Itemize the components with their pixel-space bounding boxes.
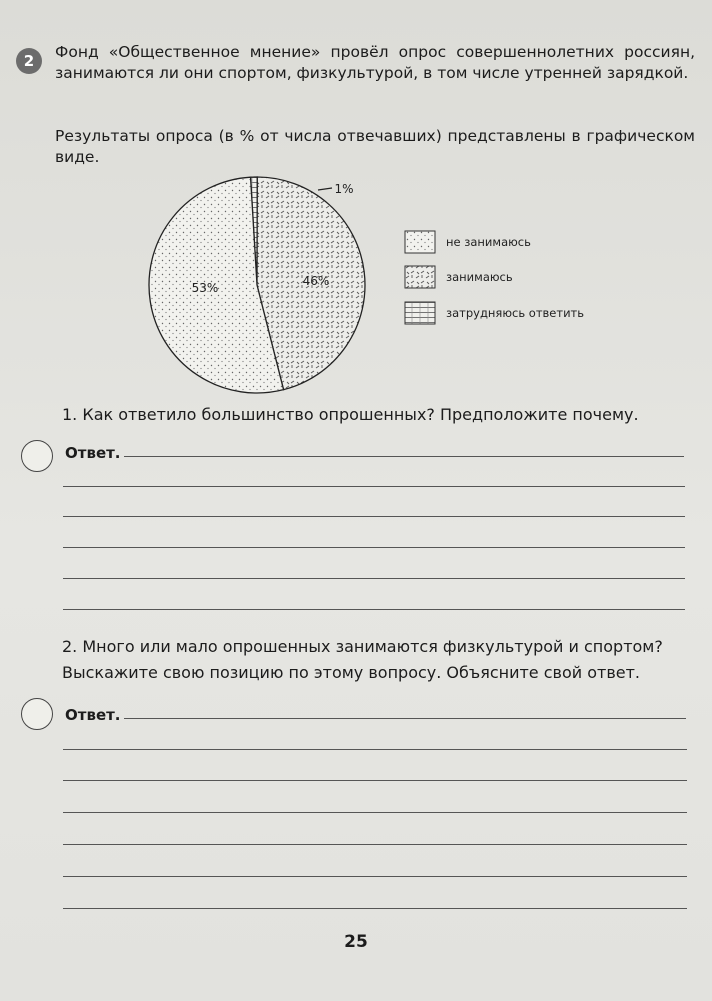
task-results-text: Результаты опроса (в % от числа отвечавших) представлены в графическом виде. [55, 127, 695, 166]
legend-swatch [405, 266, 435, 288]
question-2-text: 2. Много или мало опрошенных занимаются физкультурой и спортом? Выскажите свою позицию по этому вопросу. Объясните свой ответ. [62, 637, 663, 682]
answer-2-line[interactable] [63, 876, 687, 877]
answer-2-checkbox[interactable] [21, 698, 53, 730]
answer-2-line[interactable] [124, 718, 686, 719]
task-number-badge: 2 [16, 48, 42, 74]
answer-1-checkbox[interactable] [21, 440, 53, 472]
question-1-text: 1. Как ответило большинство опрошенных? Предположите почему. [62, 405, 639, 424]
answer-1-line[interactable] [63, 486, 685, 487]
legend-label: занимаюсь [446, 270, 513, 284]
answer-2-label: Ответ. [65, 706, 121, 724]
task-intro-text: Фонд «Общественное мнение» провёл опрос совершеннолетних россиян, занимаются ли они спортом, физкультурой, в том числе утренней зарядкой. [55, 43, 695, 82]
one-percent-leader-line [318, 188, 332, 190]
answer-1-line[interactable] [63, 609, 685, 610]
legend-label: не занимаюсь [446, 235, 531, 249]
answer-1-line[interactable] [124, 456, 684, 457]
answer-1-line[interactable] [63, 578, 685, 579]
answer-1-line[interactable] [63, 516, 685, 517]
answer-1-line[interactable] [63, 547, 685, 548]
answer-2-line[interactable] [63, 812, 687, 813]
answer-2-line[interactable] [63, 780, 687, 781]
legend-swatch [405, 231, 435, 253]
answer-2-line[interactable] [63, 749, 687, 750]
page-number: 25 [344, 932, 368, 952]
pie-value-label: 46% [302, 274, 330, 288]
answer-2-line[interactable] [63, 908, 687, 909]
answer-1-label: Ответ. [65, 444, 121, 462]
pie-value-label: 1% [334, 182, 354, 196]
legend-label: затрудняюсь ответить [446, 306, 585, 320]
answer-2-line[interactable] [63, 844, 687, 845]
legend-swatch [405, 302, 435, 324]
pie-value-label: 53% [191, 281, 219, 295]
